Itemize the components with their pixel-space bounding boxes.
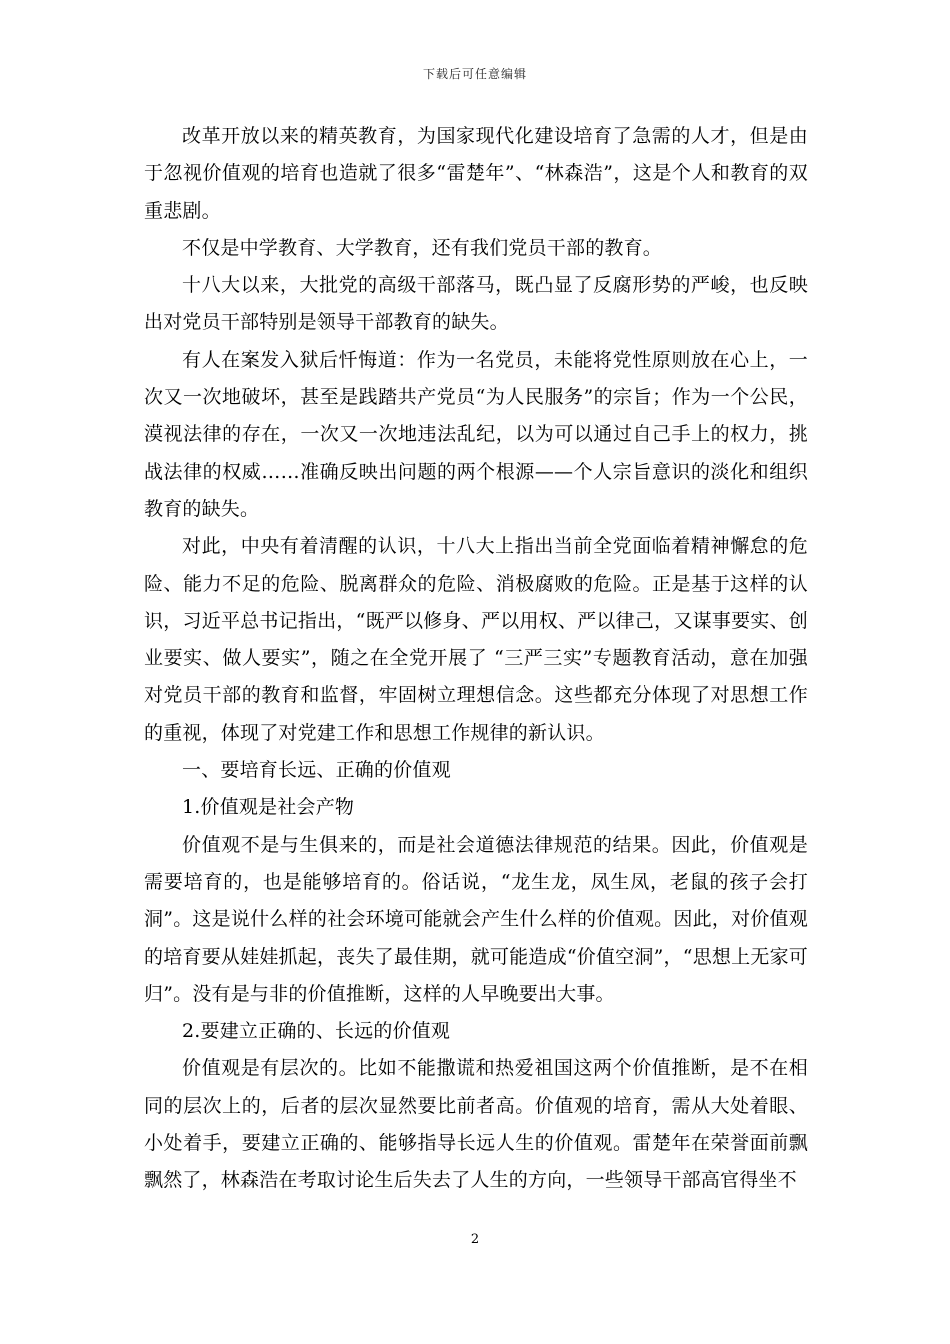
paragraph: 十八大以来，大批党的高级干部落马，既凸显了反腐形势的严峻，也反映出对党员干部特别是领导干部教育的缺失。 bbox=[144, 274, 808, 334]
paragraph: 不仅是中学教育、大学教育，还有我们党员干部的教育。 bbox=[182, 236, 663, 259]
page-header: 下载后可任意编辑 bbox=[422, 67, 527, 81]
paragraph: 有人在案发入狱后忏悔道：作为一名党员，未能将党性原则放在心上，一次又一次地破坏，甚至是践踏共产党员“为人民服务”的宗旨；作为一个公民，漠视法律的存在，一次又一次地违法乱纪，以为可以通过自己手上的权力，挑战法律的权威……准确反映出问题的两个根源——个人宗旨意识的淡化和组织教育的缺失。 bbox=[144, 348, 808, 520]
paragraph: 改革开放以来的精英教育，为国家现代化建设培育了急需的人才，但是由于忽视价值观的培育也造就了很多“雷楚年”、“林森浩”，这是个人和教育的双重悲剧。 bbox=[144, 125, 808, 222]
paragraph: 价值观是有层次的。比如不能撒谎和热爱祖国这两个价值推断，是不在相同的层次上的，后者的层次显然要比前者高。价值观的培育，需从大处着眼、小处着手，要建立正确的、能够指导长远人生的价值观。雷楚年在荣誉面前飘飘然了，林森浩在考取讨论生后失去了人生的方向，一些领导干部高官得坐不 bbox=[144, 1057, 808, 1192]
section-heading: 一、要培育长远、正确的价值观 bbox=[182, 759, 451, 782]
paragraph: 价值观不是与生俱来的，而是社会道德法律规范的结果。因此，价值观是需要培育的，也是能够培育的。俗话说，“龙生龙，凤生凤，老鼠的孩子会打洞”。这是说什么样的社会环境可能就会产生什么样的价值观。因此，对价值观的培育要从娃娃抓起，丧失了最佳期，就可能造成“价值空洞”，“思想上无家可归”。没有是与非的价值推断，这样的人早晚要出大事。 bbox=[144, 833, 808, 1005]
paragraph: 对此，中央有着清醒的认识，十八大上指出当前全党面临着精神懈怠的危险、能力不足的危险、脱离群众的危险、消极腐败的危险。正是基于这样的认识，习近平总书记指出，“既严以修身、严以用权、严以律己，又谋事要实、创业要实、做人要实”，随之在全党开展了 “三严三实”专题教育活动，意在加强对党员干部的教育和监督，牢固树立理想信念。这些都充分体现了对思想工作的重视，体现了对党建工作和思想工作规律的新认识。 bbox=[144, 535, 808, 744]
subsection-heading: 2.要建立正确的、长远的价值观 bbox=[182, 1020, 451, 1043]
document-body bbox=[144, 118, 808, 1200]
subsection-heading: 1.价值观是社会产物 bbox=[182, 796, 355, 819]
page-number: 2 bbox=[470, 1232, 480, 1247]
